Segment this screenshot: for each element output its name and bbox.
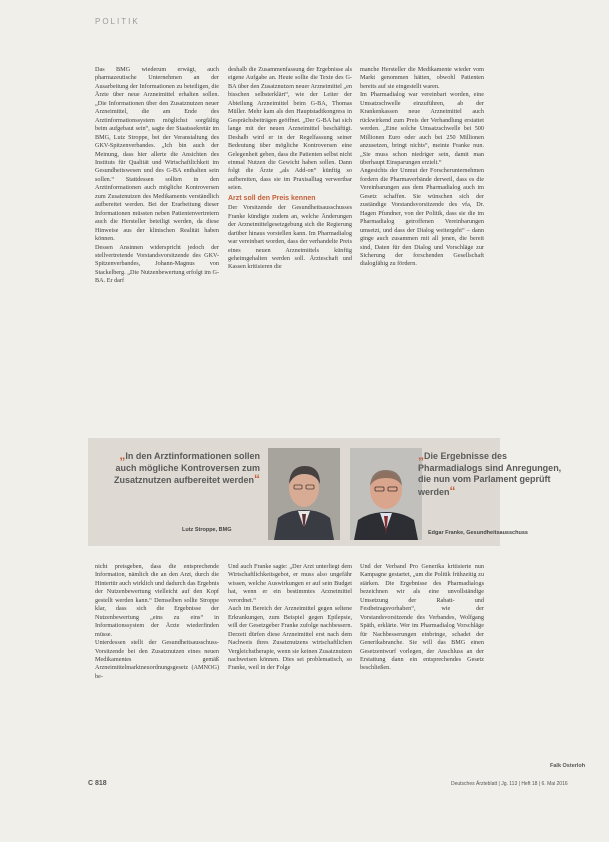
quote-text: Die Ergebnisse des Pharmadialogs sind Anregungen, die nun vom Parlament geprüft werden	[418, 451, 562, 497]
paragraph: Der Vorsitzende der Gesundheitsausschusses Franke kündigte zudem an, welche Änderungen der Arzneimittelgesetzgebung sich die Regierung darüber hinaus vorstellen kann. Im Pharmadialog war vereinbart worden, dass der verhandelte Preis eines neuen Arzneimittels künftig geheimgehalten werden soll. Ärzteschaft und Kassen kritisieren die	[228, 204, 352, 271]
article-column-2	[228, 66, 352, 272]
paragraph: deshalb die Zusammenfassung der Ergebnisse als eigene Aufgabe an. Heute sollte die Texte des G-BA über den Zusatznutzen neuer Arzneimittel „en bisschen selbsterklärt“, wie der Leiter der Abteilung Arzneimittel beim G-BA, Thomas Müller. Mehr kam als den Hauptstadtkongress in Gesprächsbeiträgen geöffnet. „Der G-BA hat sich lange mit der neuen Arzneimittel beschäftigt. Deshalb wird er in der Regelfassung seiner Bedeutung über mögliche Kontroversen eine Gelegenheit geben, dass die Patienten selbst nicht einmal Nutzen die Gewicht haben sollen. Dann folgt die Ärzte „als Add-on“ künftig so aufbereiten, dass sie im Praxisalltag verwertbar seien.	[228, 66, 352, 192]
footer-source: Deutsches Ärzteblatt | Jg. 113 | Heft 18 | 6. Mai 2016	[451, 781, 568, 787]
quote-close-mark: “	[449, 483, 456, 498]
quote-open-mark: „	[418, 448, 424, 462]
portrait-photo	[350, 448, 422, 540]
quote-attribution: Lutz Stroppe, BMG	[182, 527, 232, 533]
article-column-1	[95, 66, 219, 286]
article-column-5	[228, 563, 352, 673]
page-number: C 818	[88, 780, 107, 787]
quote-close-mark: “	[254, 472, 260, 486]
article-column-4	[95, 563, 219, 681]
quote-text: In den Arztinformationen sollen auch mögliche Kontroversen zum Zusatznutzen aufbereitet werden	[113, 451, 260, 485]
paragraph: Auch im Bereich der Arzneimittel gegen seltene Erkrankungen, zum Beispiel gegen Epilepsie, will der Gesetzgeber Franke zufolge nachbessern. Derzeit dürfen diese Arzneimittel erst nach dem Nachweis ihres Zusatznutzens wirtschaftlichen Vergleichstherapie, wenn sie keinen Zusatznutzen nachweisen können. Dies sei problematisch, so Franke, weil in der Folge	[228, 605, 352, 672]
paragraph: Angesichts der Unmut der Forscherunternehmen fordern die Pharmaverbände derweil, dass es die Vereinbarungen aus dem Pharmadialog auch im Gesetz schaffen. Sie wünschen sich der zuständige Vorstandsvorsitzende des vfa, Dr. Hagen Pfundner, von der Politik, dass sie die im Pharmadialog getroffenen Vereinbarungen umsetzt, und dass der Dialog weitergeht“ – dann ginge auch zusammen mit all jenen, die bereit sind, Daten für den Dialog und Vorschläge zur Sicherung der forschenden Gesellschaft dialogfähig zu fördern.	[360, 167, 484, 268]
quote-attribution: Edgar Franke, Gesundheitsausschuss	[428, 530, 528, 536]
paragraph: Dessen Ansinnen widerspricht jedoch der stellvertretende Vorstandsvorsitzende des GKV-Spitzenverbandes, Johann-Magnus von Stackelberg. „Die Nutzenbewertung erfolgt im G-BA. Er darf	[95, 243, 219, 285]
paragraph: Und der Verband Pro Generika kritisierte nun Kampagne gestartet, „um die Politik frühzeitig zu stärken. Die Ergebnisse des Pharmadialogs bezeichnen wir als eine unvollständige Umsetzung der Rabatt- und Festbetragsvorhaben“, wie der Vorstandsvorsitzende des Verbandes, Wolfgang Späth, erklärte. Wer im Pharmadialog Vorschläge für Nachbesserungen einbringe, schadet der Generikabranche. Sie will das BMG einen Gesetzentwurf vorlegen, der Anschluss an der Erstattung dann ein entsprechendes Gesetz beschließen.	[360, 563, 484, 672]
portrait-photo-right	[350, 448, 422, 540]
paragraph: nicht preisgeben, dass die entsprechende Information, nämlich die an den Arzt, durch die Hintertür auch wirklich und dadurch das Ergebnis der Nutzenbewertung vielleicht auf den Kopf gestellt werden kann.“ Demselben sollte Stroppe klar, dass sich die Ergebnisse der Nutzenbewertung „eins zu eins“ in Informationssystem der Ärzte wiederfinden müsse.	[95, 563, 219, 638]
paragraph: Und auch Franke sagte: „Der Arzt unterliegt dem Wirtschaftlichkeitsgebot, er muss also ungefähr wissen, welche Auswirkungen er auf sein Budget hat, wenn er ein bestimmtes Arzneimittel verordnet.“	[228, 563, 352, 604]
portrait-photo	[268, 448, 340, 540]
subheading: Arzt soll den Preis kennen	[228, 194, 316, 202]
section-label: POLITIK	[95, 17, 140, 26]
author-name: Falk Osterloh	[550, 763, 586, 769]
portrait-photo-left	[268, 448, 340, 540]
article-column-3	[360, 66, 484, 269]
pull-quote-right	[418, 450, 568, 498]
quote-open-mark: „	[119, 448, 126, 462]
paragraph: Im Pharmadialog war vereinbart worden, eine Umsatzschwelle einzuführen, ab der Krankenkassen neue Arzneimittel auch rückwirkend zum Preis der Verhandlung erstattet werden. „Eine solche Umsatzschwelle bei 500 Millionen Euro oder auch bei 250 Millionen anzusetzen, bringt nichts“, meinte Franke nun. „Sie muss schon niedriger sein, damit man überhaupt Einsparungen erzielt.“	[360, 91, 484, 166]
pull-quote-left	[100, 450, 260, 487]
paragraph: manche Hersteller die Medikamente wieder vom Markt genommen hätten, obwohl Patienten bereits auf sie eingestellt waren.	[360, 66, 484, 90]
article-column-6	[360, 563, 484, 673]
paragraph: Das BMG wiederum erwägt, auch pharmazeutische Unternehmen an der Ausarbeitung der Informationen zu beteiligen, die Ärzte über neue Arzneimittel erhalten sollen. „Die Informationen über den Zusatznutzen neuer Arzneimittel, die am Ende des Arztinformationssystem möglichst sorgfältig beim aufgebaut sein“, sagte der Staatssekretär im BMG, Lutz Stroppe, bei der Veranstaltung des GKV-Spitzenverbandes. „Ich bin auch der Meinung, dass hier allerte die Ansichten des Instituts für Qualität und Wirtschaftlichkeit im Gesundheitswesen und des G-BA enthalten sein sollen.“ Stattdessen sollten in den Arztinformationen auch mögliche Kontroversen zum Zusatznutzen des Medikaments verständlich aufbereitet werden. Bei der Erarbeitung dieser Informationen müssten neben Patientenvertretern auch die Hersteller beteiligt werden, da diese Hinweise aus der klinischen Realität haben können.	[95, 66, 219, 243]
paragraph: Unterdessen stellt der Gesundheitsausschuss-Vorsitzende bei den Zusatznutzen eines neuen Medikamentes gemäß Arzneimittelmarktneuordnungsgesetz (AMNOG) be-	[95, 639, 219, 680]
